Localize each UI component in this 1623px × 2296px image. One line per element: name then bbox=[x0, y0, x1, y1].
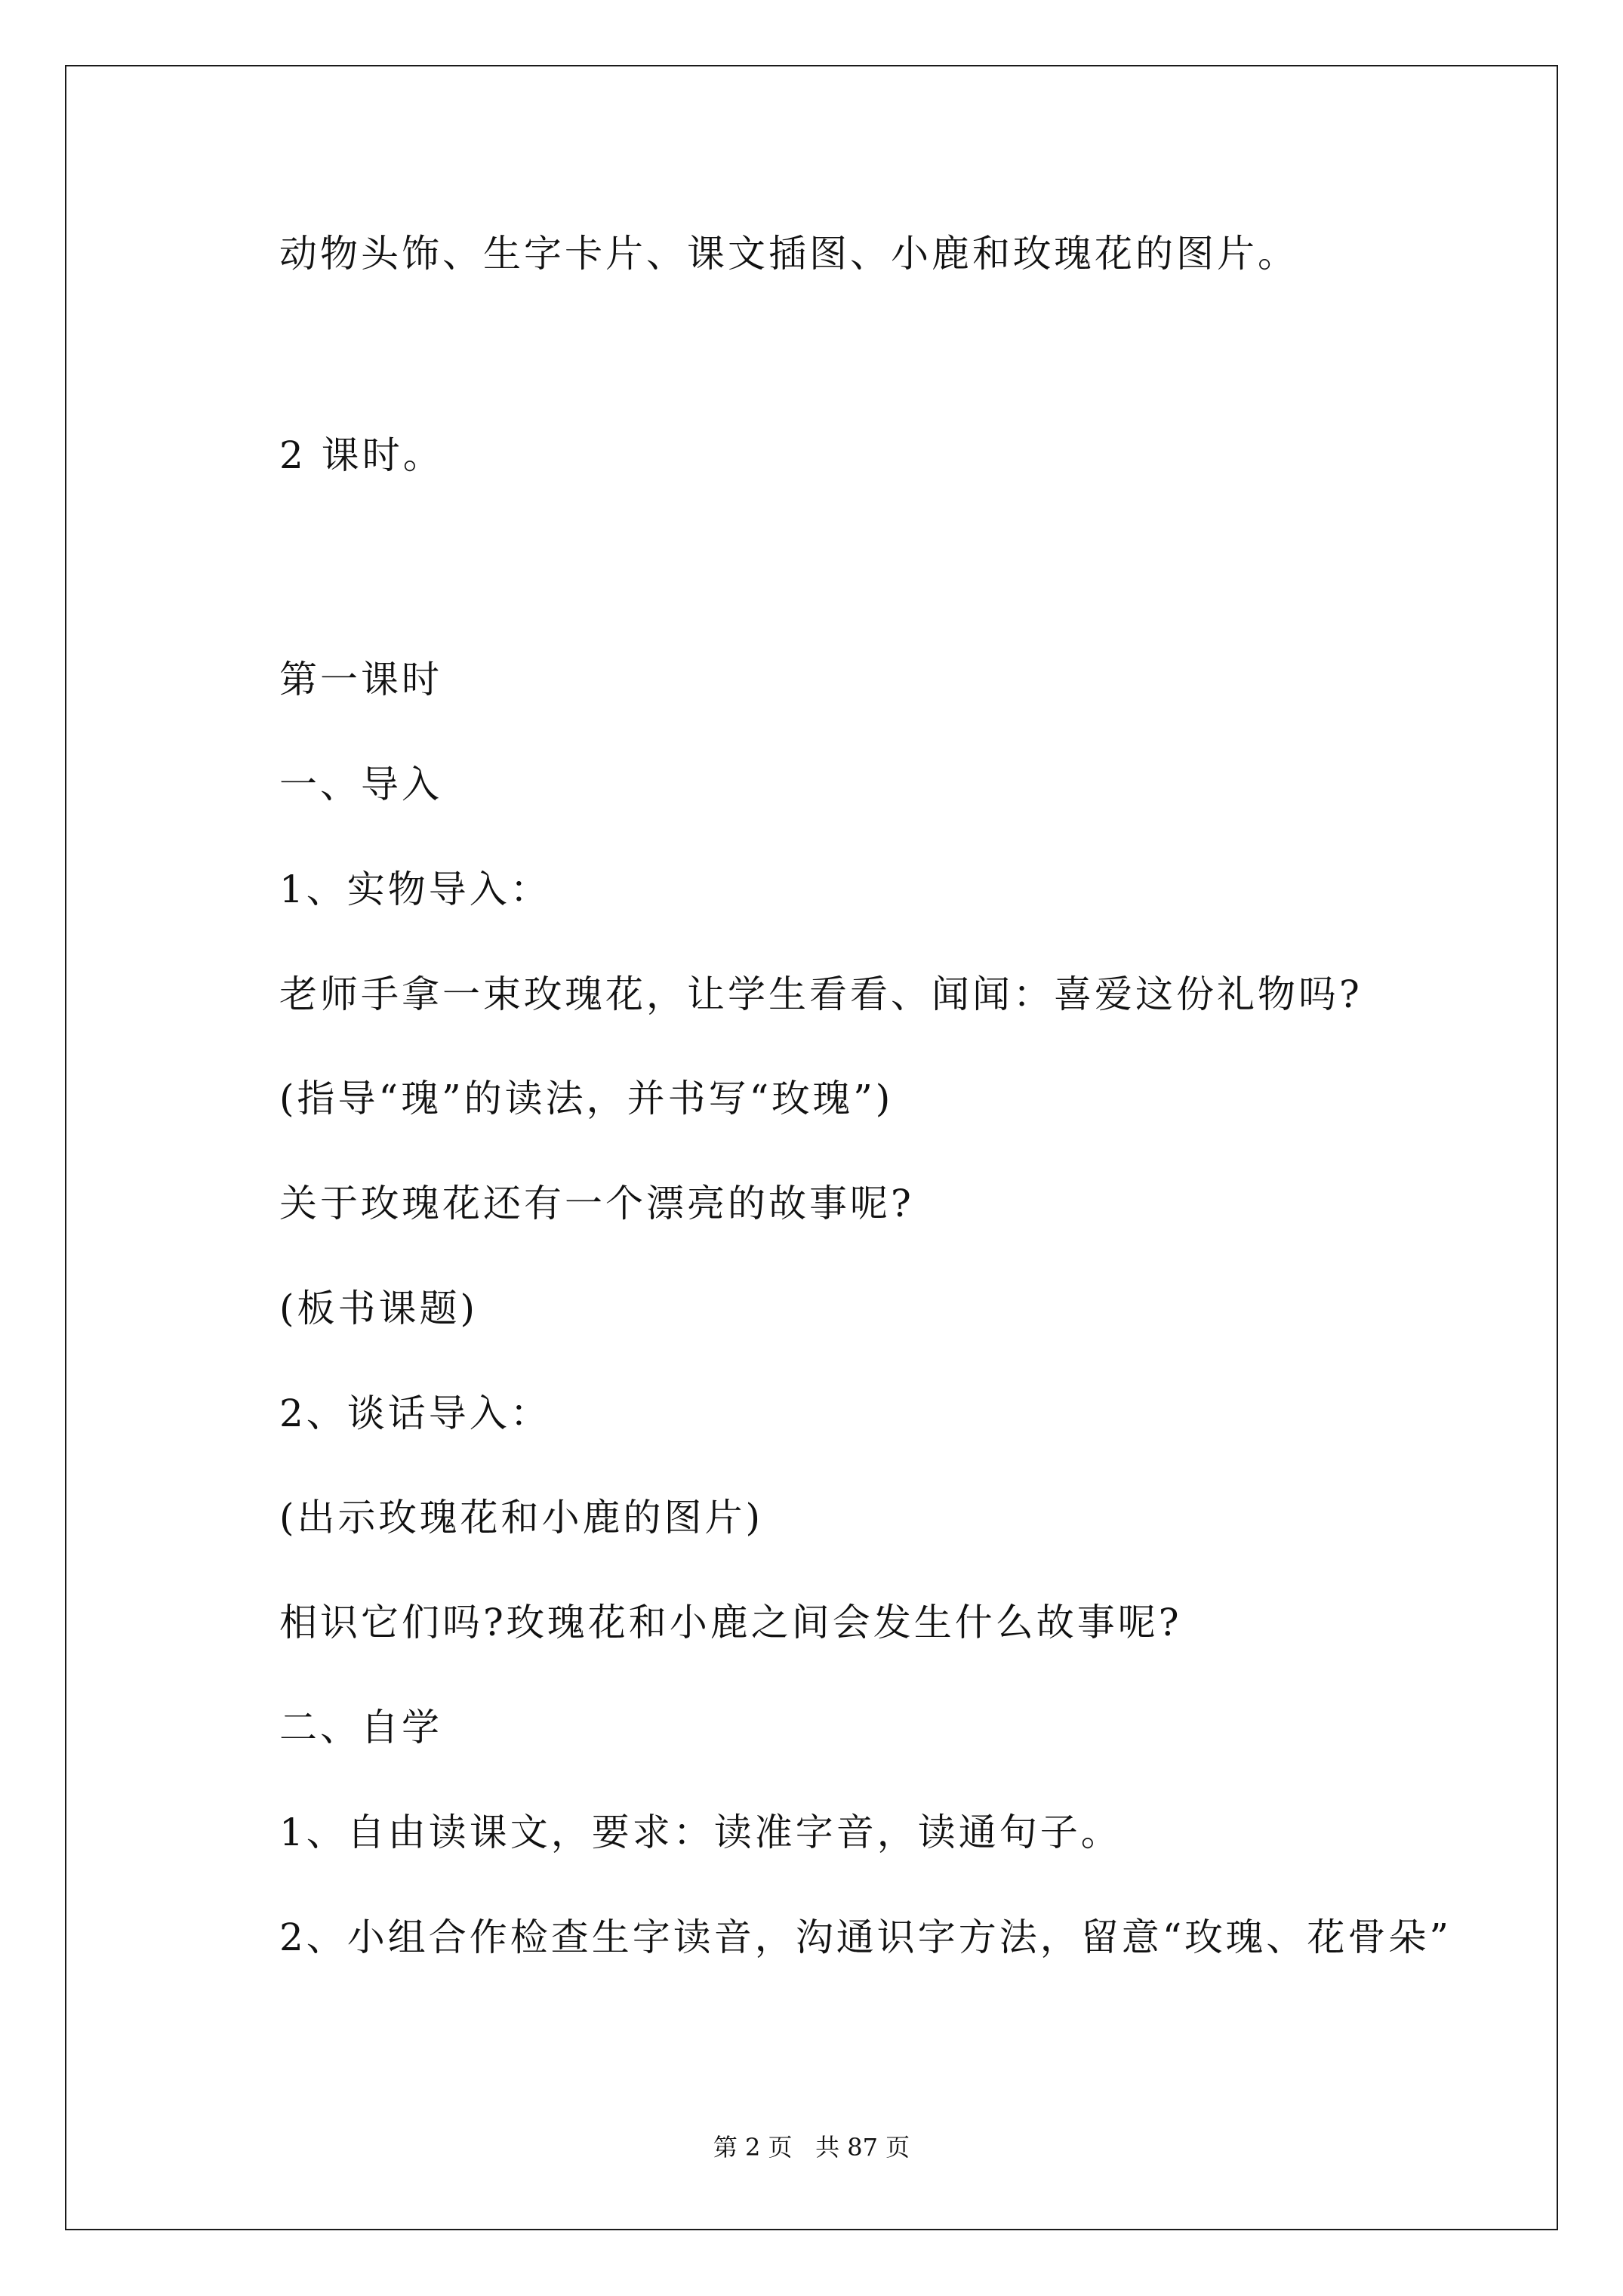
text-line-talk-intro: 2、谈话导入： bbox=[279, 1391, 551, 1435]
text-line-group-check: 2、小组合作检查生字读音，沟通识字方法，留意“玫瑰、花骨朵” bbox=[279, 1915, 1452, 1959]
heading-self-study: 二、自学 bbox=[279, 1706, 442, 1749]
heading-introduction: 一、导入 bbox=[279, 763, 442, 806]
text-line-board-title: (板书课题) bbox=[279, 1287, 479, 1330]
text-line-free-reading: 1、自由读课文，要求：读准字音，读通句子。 bbox=[279, 1811, 1122, 1854]
heading-first-lesson: 第一课时 bbox=[279, 658, 442, 701]
text-line-show-pictures: (出示玫瑰花和小鹿的图片) bbox=[279, 1496, 764, 1539]
text-line-materials: 动物头饰、生字卡片、课文插图、小鹿和玫瑰花的图片。 bbox=[279, 232, 1298, 276]
text-line-question: 相识它们吗?玫瑰花和小鹿之间会发生什么故事呢? bbox=[279, 1601, 1182, 1644]
text-line-duration: 2 课时。 bbox=[279, 433, 444, 477]
text-line-rose-gift: 老师手拿一束玫瑰花，让学生看看、闻闻：喜爱这份礼物吗? bbox=[279, 972, 1363, 1016]
text-line-story: 关于玫瑰花还有一个漂亮的故事呢? bbox=[279, 1182, 914, 1225]
text-line-object-intro: 1、实物导入： bbox=[279, 868, 551, 911]
page-border bbox=[65, 65, 1558, 2230]
text-line-pronunciation: (指导“瑰”的读法，并书写“玫瑰”) bbox=[279, 1077, 894, 1120]
page-number-footer: 第 2 页 共 87 页 bbox=[713, 2133, 910, 2162]
